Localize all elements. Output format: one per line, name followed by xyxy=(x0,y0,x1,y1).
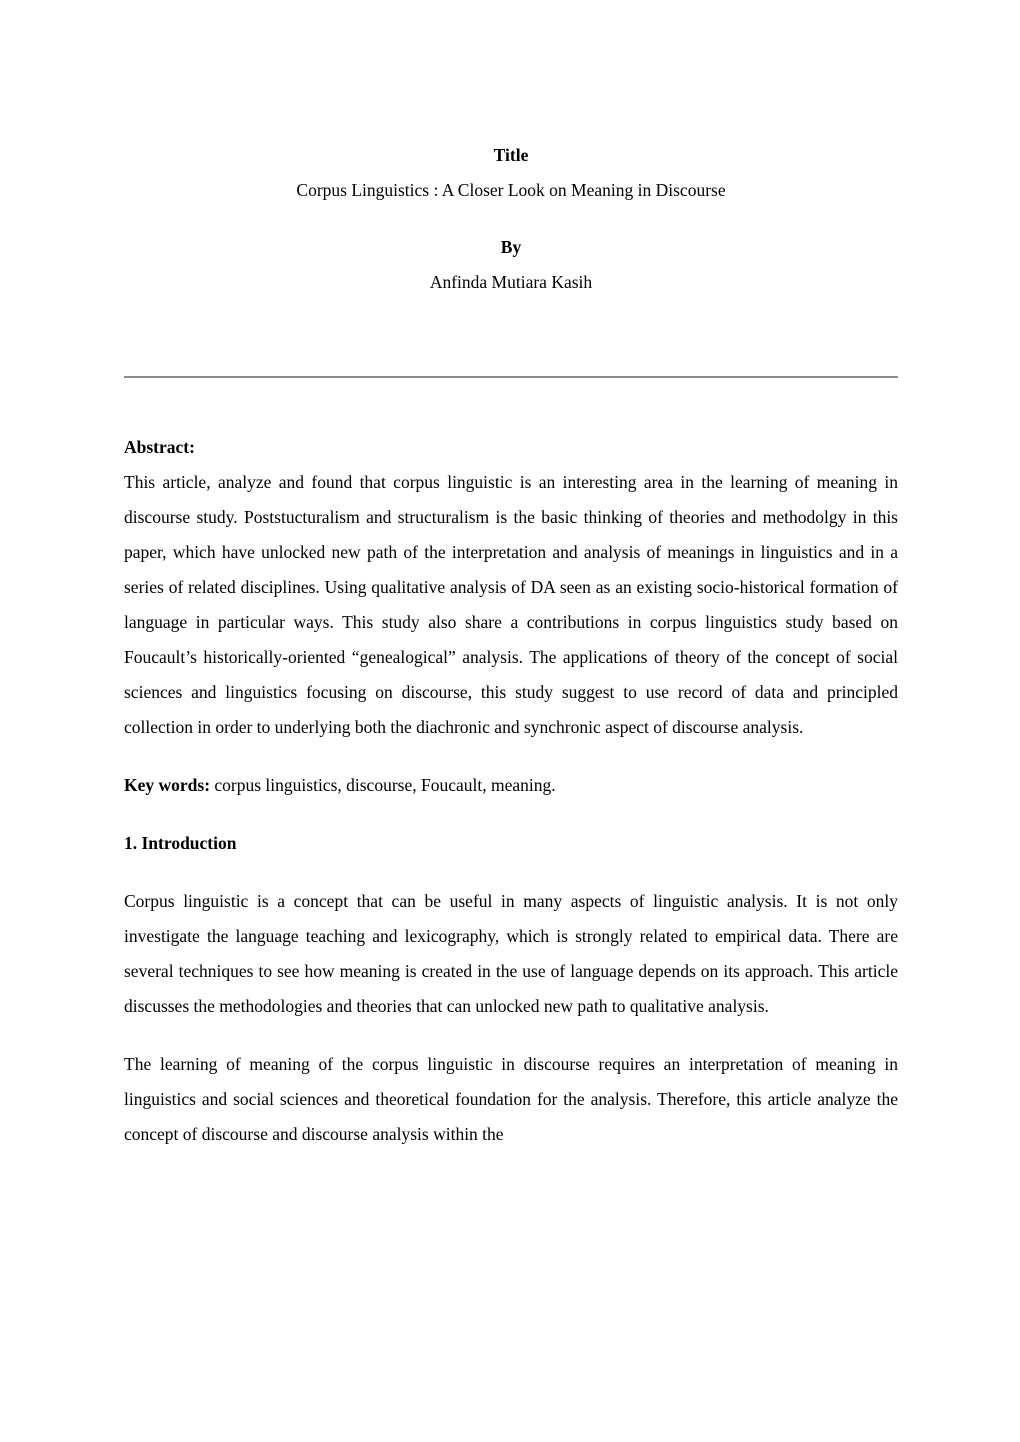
title-label: Title xyxy=(493,145,529,165)
abstract-paragraph: This article, analyze and found that corpus linguistic is an interesting area in the learning of meaning in discourse study. Poststucturalism and structuralism is the basic thinking of theories and methodolgy in this paper, which have unlocked new path of the interpretation and analysis of meanings in linguistics and in a series of related disciplines. Using qualitative analysis of DA seen as an existing socio-historical formation of language in particular ways. This study also share a contributions in corpus linguistics study based on Foucault’s historically-oriented “genealogical” analysis. The applications of theory of the concept of social sciences and linguistics focusing on discourse, this study suggest to use record of data and principled collection in order to underlying both the diachronic and synchronic aspect of discourse analysis. xyxy=(124,472,898,737)
keywords-line xyxy=(124,768,898,803)
abstract-label: Abstract: xyxy=(124,437,195,457)
keywords-label: Key words: xyxy=(124,775,211,795)
by-label: By xyxy=(500,237,522,257)
paper-title: Corpus Linguistics : A Closer Look on Meaning in Discourse xyxy=(296,180,726,200)
divider-line xyxy=(124,376,898,378)
intro-paragraph-1: Corpus linguistic is a concept that can be useful in many aspects of linguistic analysis. It is not only investigate the language teaching and lexicography, which is strongly related to empirical data. There are several techniques to see how meaning is created in the use of language depends on its approach. This article discusses the methodologies and theories that can unlocked new path to qualitative analysis. xyxy=(124,891,898,1016)
intro-paragraph-2: The learning of meaning of the corpus linguistic in discourse requires an interpretation of meaning in linguistics and social sciences and theoretical foundation for the analysis. Therefore, this article analyze the concept of discourse and discourse analysis within the xyxy=(124,1054,898,1144)
keywords-text: corpus linguistics, discourse, Foucault, meaning. xyxy=(210,775,556,795)
author-name: Anfinda Mutiara Kasih xyxy=(429,272,593,292)
section-heading-introduction: 1. Introduction xyxy=(124,833,237,853)
